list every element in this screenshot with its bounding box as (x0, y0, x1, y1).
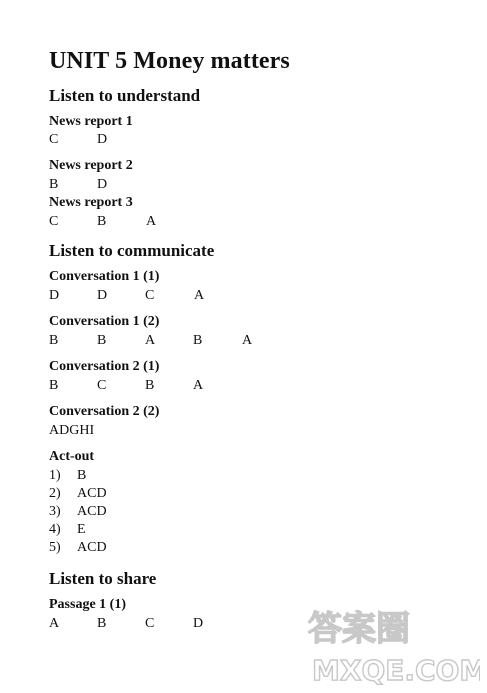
item-number: 3) (49, 504, 61, 519)
answer-cell: D (97, 177, 108, 192)
watermark-chinese-text: 答案圈 (308, 609, 410, 649)
answer-cell: C (97, 378, 107, 393)
item-answer: ACD (77, 486, 107, 501)
conversation-2-2-label: Conversation 2 (2) (49, 404, 160, 419)
answer-cell: A (145, 333, 156, 348)
answer-cell: B (193, 333, 203, 348)
conversation-2-1-label: Conversation 2 (1) (49, 359, 160, 374)
answer-cell: A (193, 378, 204, 393)
passage-1-1-label: Passage 1 (1) (49, 597, 126, 612)
answer-cell: D (97, 288, 108, 303)
answer-cell: B (97, 214, 107, 229)
answer-cell: ADGHI (49, 423, 95, 438)
item-answer: B (77, 468, 87, 483)
item-answer: E (77, 522, 86, 537)
act-out-label: Act-out (49, 449, 95, 464)
answer-cell: B (49, 333, 59, 348)
answer-cell: D (49, 288, 60, 303)
section-heading-listen-to-share: Listen to share (49, 569, 157, 588)
answer-cell: B (49, 378, 59, 393)
news-report-3-label: News report 3 (49, 195, 133, 210)
answer-cell: B (49, 177, 59, 192)
news-report-2-label: News report 2 (49, 158, 133, 173)
answer-cell: B (97, 616, 107, 631)
conversation-1-1-label: Conversation 1 (1) (49, 269, 160, 284)
item-answer: ACD (77, 504, 107, 519)
answer-cell: A (242, 333, 253, 348)
unit-title: UNIT 5 Money matters (49, 48, 290, 74)
item-number: 4) (49, 522, 61, 537)
answer-cell: C (145, 288, 155, 303)
section-heading-listen-to-communicate: Listen to communicate (49, 241, 215, 260)
answer-cell: A (49, 616, 60, 631)
answer-cell: B (145, 378, 155, 393)
news-report-1-label: News report 1 (49, 114, 133, 129)
conversation-1-2-label: Conversation 1 (2) (49, 314, 160, 329)
watermark-latin-text: MXQE.COM (312, 654, 480, 687)
item-number: 2) (49, 486, 61, 501)
answer-cell: B (97, 333, 107, 348)
item-number: 1) (49, 468, 61, 483)
item-answer: ACD (77, 540, 107, 555)
watermark-logo (300, 598, 480, 688)
section-heading-listen-to-understand: Listen to understand (49, 86, 201, 105)
answer-cell: A (194, 288, 205, 303)
answer-cell: C (49, 132, 59, 147)
answer-cell: D (193, 616, 204, 631)
answer-cell: D (97, 132, 108, 147)
item-number: 5) (49, 540, 61, 555)
answer-cell: C (49, 214, 59, 229)
answer-cell: A (146, 214, 157, 229)
answer-cell: C (145, 616, 155, 631)
watermark-graphic (300, 598, 480, 688)
